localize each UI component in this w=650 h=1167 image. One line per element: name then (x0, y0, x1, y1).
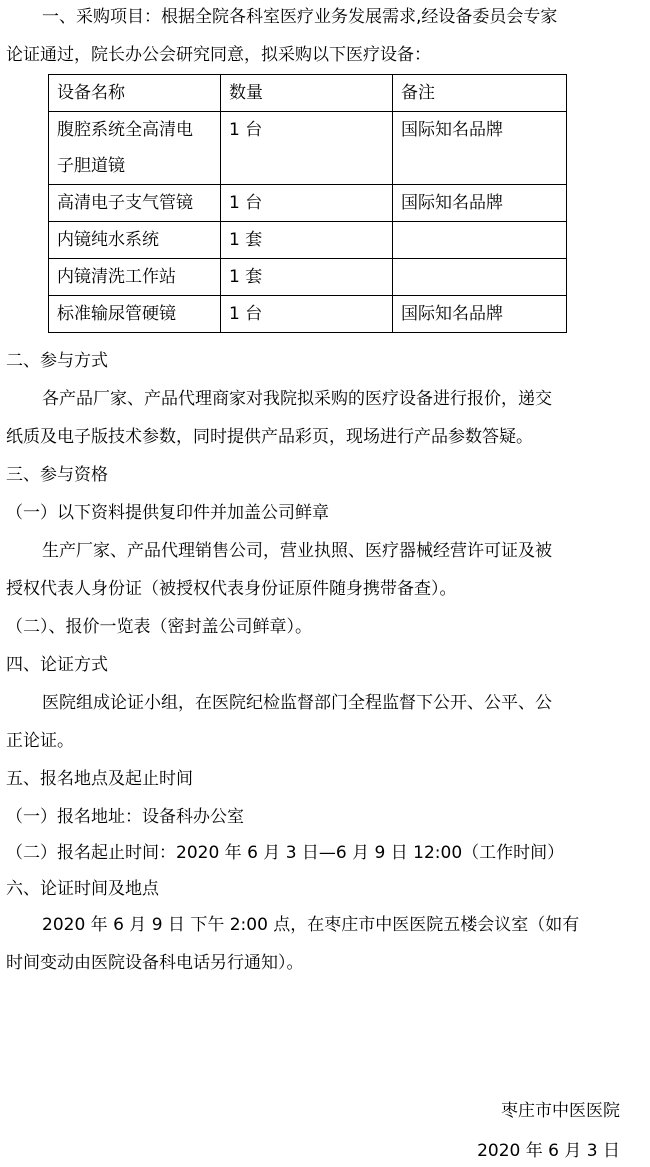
quantity-cell: 1 台 (221, 112, 393, 185)
table-row (49, 112, 567, 185)
equipment-name-cell: 内镜清洗工作站 (49, 259, 221, 296)
section-heading: 六、论证时间及地点 (6, 879, 159, 899)
paragraph-line: 正论证。 (6, 731, 74, 751)
table-row (49, 222, 567, 259)
signature-org: 枣庄市中医医院 (501, 1101, 620, 1121)
header-cell-name: 设备名称 (49, 75, 221, 112)
table-header-row (49, 75, 567, 112)
paragraph-line: 各产品厂家、产品代理商家对我院拟采购的医疗设备进行报价，递交 (42, 389, 552, 409)
subsection-heading: （一）报名地址：设备科办公室 (6, 807, 244, 827)
note-cell (393, 222, 567, 259)
quantity-cell: 1 台 (221, 185, 393, 222)
paragraph-line: 授权代表人身份证（被授权代表身份证原件随身携带备查）。 (6, 579, 457, 599)
header-cell-qty: 数量 (221, 75, 393, 112)
intro-line-1: 一、采购项目：根据全院各科室医疗业务发展需求,经设备委员会专家 (42, 7, 558, 27)
paragraph-line: 生产厂家、产品代理销售公司，营业执照、医疗器械经营许可证及被 (42, 541, 552, 561)
note-cell (393, 259, 567, 296)
quantity-cell: 1 套 (221, 222, 393, 259)
quantity-cell: 1 套 (221, 259, 393, 296)
section-heading: 四、论证方式 (6, 655, 108, 675)
section-heading: 五、报名地点及起止时间 (6, 769, 193, 789)
section-heading: 二、参与方式 (6, 351, 108, 371)
section-heading: 三、参与资格 (6, 465, 108, 485)
paragraph-line: 医院组成论证小组，在医院纪检监督部门全程监督下公开、公平、公 (42, 693, 552, 713)
table-row (49, 185, 567, 222)
intro-line-2: 论证通过，院长办公会研究同意，拟采购以下医疗设备： (6, 45, 431, 65)
equipment-name-line: 子胆道镜 (57, 156, 125, 176)
signature-date: 2020 年 6 月 3 日 (477, 1141, 620, 1161)
equipment-name-line: 腹腔系统全高清电 (57, 120, 193, 140)
paragraph-line: 2020 年 6 月 9 日 下午 2:00 点，在枣庄市中医医院五楼会议室（如有 (42, 915, 580, 935)
quantity-cell: 1 台 (221, 296, 393, 333)
subsection-heading: （二）、报价一览表（密封盖公司鲜章）。 (6, 617, 312, 637)
table-row (49, 259, 567, 296)
table-row (49, 296, 567, 333)
equipment-name-cell: 高清电子支气管镜 (49, 185, 221, 222)
equipment-table (48, 74, 567, 333)
subsection-heading: （二）报名起止时间：2020 年 6 月 3 日—6 月 9 日 12:00（工作时间） (6, 843, 565, 863)
equipment-name-cell (49, 112, 221, 185)
note-cell: 国际知名品牌 (393, 185, 567, 222)
header-cell-note: 备注 (393, 75, 567, 112)
note-cell: 国际知名品牌 (393, 296, 567, 333)
note-cell: 国际知名品牌 (393, 112, 567, 185)
equipment-name-cell: 标准输尿管硬镜 (49, 296, 221, 333)
equipment-name-cell: 内镜纯水系统 (49, 222, 221, 259)
paragraph-line: 纸质及电子版技术参数，同时提供产品彩页，现场进行产品参数答疑。 (6, 427, 533, 447)
subsection-heading: （一）以下资料提供复印件并加盖公司鲜章 (6, 503, 329, 523)
paragraph-line: 时间变动由医院设备科电话另行通知）。 (6, 953, 304, 973)
